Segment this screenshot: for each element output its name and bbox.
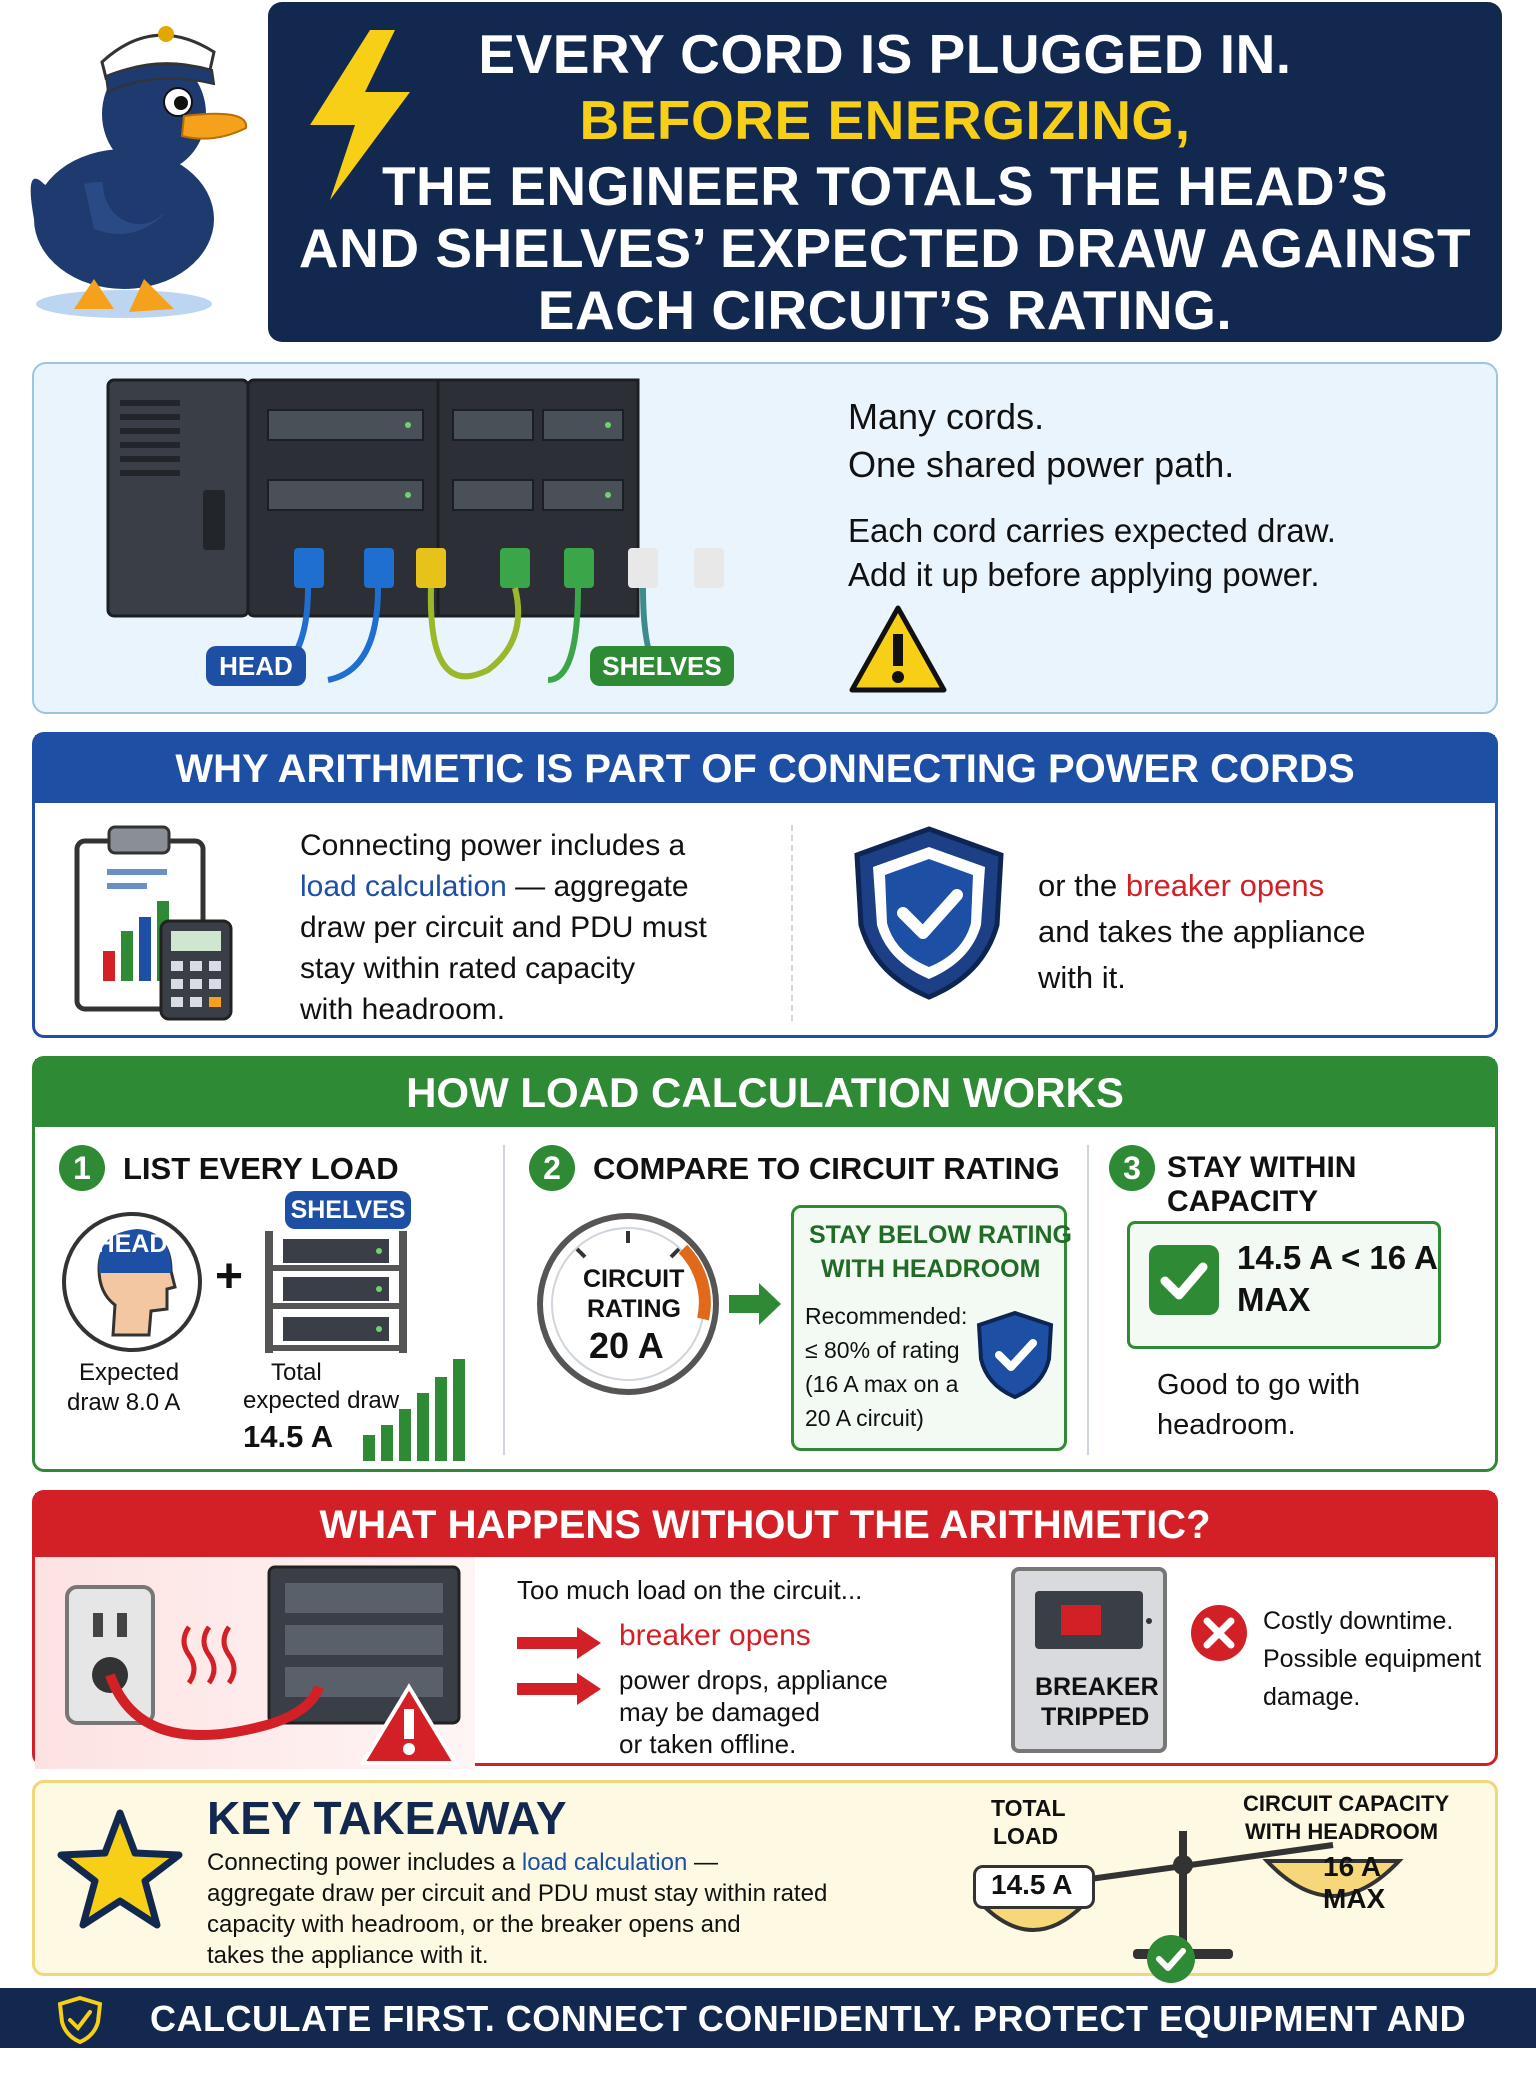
step-1-title: LIST EVERY LOAD: [123, 1151, 399, 1186]
cost-line-1: Costly downtime.: [1263, 1607, 1454, 1635]
without-intro: Too much load on the circuit...: [517, 1575, 863, 1605]
step-3-number: 3: [1109, 1145, 1155, 1191]
without-section-title: WHAT HAPPENS WITHOUT THE ARITHMETIC?: [35, 1493, 1495, 1557]
how-section: [32, 1056, 1498, 1472]
breaker-label-1: BREAKER: [1035, 1673, 1159, 1701]
headroom-title-2: WITH HEADROOM: [821, 1255, 1041, 1283]
small-shield-check-icon: [975, 1309, 1055, 1401]
why-left-text: [300, 825, 707, 1030]
breaker-label-2: TRIPPED: [1041, 1703, 1150, 1731]
arrow-power-drops-3: or taken offline.: [619, 1729, 797, 1759]
warning-triangle-icon: [848, 604, 948, 694]
cost-line-2: Possible equipment: [1263, 1645, 1482, 1673]
why-left-line-4: stay within rated capacity: [300, 952, 636, 985]
total-load-label-1: TOTAL: [991, 1795, 1066, 1821]
overloaded-outlet-illustration: [59, 1567, 479, 1763]
step-3-title: STAY WITHIN CAPACITY: [1167, 1151, 1357, 1218]
why-left-line-1: Connecting power includes a: [300, 829, 686, 862]
good-to-go-2: headroom.: [1157, 1409, 1296, 1441]
footer-bar: [0, 1988, 1536, 2081]
cords-text-line-3: Each cord carries expected draw.: [848, 512, 1336, 549]
total-value: 14.5 A: [243, 1419, 334, 1454]
why-section: [32, 732, 1498, 1038]
capacity-value-2: MAX: [1323, 1883, 1386, 1914]
how-divider-1: [503, 1145, 505, 1455]
why-right-text: [1038, 863, 1365, 1001]
how-divider-2: [1087, 1145, 1089, 1455]
why-right-line-2: and takes the appliance: [1038, 914, 1366, 949]
bar-growth-icon: [363, 1355, 473, 1465]
header-line-5: EACH CIRCUIT’S RATING.: [537, 279, 1233, 341]
key-body: [207, 1847, 827, 1971]
footer-shield-icon: [58, 1996, 102, 2044]
header-line-1: EVERY CORD IS PLUGGED IN.: [478, 23, 1292, 85]
why-right-pre: or the: [1038, 868, 1126, 903]
why-left-line-2-post: — aggregate: [506, 870, 689, 903]
without-section: [32, 1490, 1498, 1766]
total-load-value: 14.5 A: [991, 1869, 1073, 1900]
shelves-rack-icon: [261, 1209, 411, 1359]
green-check-icon: [1147, 1243, 1221, 1317]
star-icon: [57, 1809, 183, 1929]
key-line-1-post: —: [687, 1849, 718, 1876]
how-section-title: HOW LOAD CALCULATION WORKS: [35, 1059, 1495, 1127]
shield-check-icon: [851, 825, 1007, 1001]
key-takeaway-section: [32, 1780, 1498, 1976]
why-divider: [791, 825, 793, 1021]
gauge-label-2: RATING: [587, 1295, 681, 1323]
headroom-title-1: STAY BELOW RATING: [809, 1221, 1072, 1249]
balance-check-icon: [1145, 1933, 1197, 1985]
total-caption-1: Total: [271, 1359, 322, 1386]
clipboard-calculator-icon: [73, 821, 233, 1021]
cords-panel: [32, 362, 1498, 714]
total-caption-2: expected draw: [243, 1387, 400, 1414]
duck-mascot-icon: [14, 4, 254, 324]
capacity-label-1: CIRCUIT CAPACITY: [1243, 1791, 1450, 1816]
capacity-line-1: 14.5 A < 16 A: [1237, 1239, 1438, 1276]
red-x-icon: [1189, 1603, 1249, 1663]
why-left-line-3: draw per circuit and PDU must: [300, 911, 707, 944]
why-left-line-5: with headroom.: [300, 993, 506, 1026]
arrow-power-drops-1: power drops, appliance: [619, 1665, 888, 1695]
key-line-1: [207, 1847, 827, 1878]
key-line-4: takes the appliance with it.: [207, 1942, 489, 1969]
cost-line-3: damage.: [1263, 1683, 1361, 1711]
footer-text: CALCULATE FIRST. CONNECT CONFIDENTLY. PROTECT EQUIPMENT AND UPTIME.: [150, 1998, 1467, 2081]
rec-line-3: (16 A max on a: [805, 1371, 959, 1397]
head-caption-1: Expected: [79, 1359, 180, 1386]
capacity-label-2: WITH HEADROOM: [1245, 1819, 1439, 1844]
key-line-3: capacity with headroom, or the breaker opens and: [207, 1911, 741, 1938]
step-2-title: COMPARE TO CIRCUIT RATING: [593, 1151, 1060, 1186]
arrow-breaker-opens: breaker opens: [619, 1619, 811, 1652]
head-caption-2: draw 8.0 A: [67, 1389, 181, 1416]
why-left-line-2: [300, 866, 707, 907]
plus-sign: +: [215, 1250, 244, 1303]
gauge-label-1: CIRCUIT: [583, 1265, 685, 1293]
header-banner: [268, 2, 1502, 342]
step-1-shelves-label: SHELVES: [285, 1191, 411, 1229]
head-tag: HEAD: [206, 646, 306, 686]
total-load-label-2: LOAD: [993, 1823, 1059, 1849]
rec-line-2: ≤ 80% of rating: [805, 1337, 960, 1363]
cords-text-line-4: Add it up before applying power.: [848, 556, 1320, 593]
key-line-1-pre: Connecting power includes a: [207, 1849, 522, 1876]
gauge-value: 20 A: [589, 1325, 664, 1366]
header-line-4: AND SHELVES’ EXPECTED DRAW AGAINST: [298, 217, 1472, 279]
capacity-value-1: 16 A: [1323, 1851, 1382, 1882]
green-arrow-icon: [725, 1279, 785, 1329]
breaker-opens-text: breaker opens: [1125, 868, 1325, 903]
red-arrow-icon-2: [513, 1669, 603, 1709]
header-line-2: BEFORE ENERGIZING,: [579, 89, 1191, 151]
key-line-2: aggregate draw per circuit and PDU must stay within rated: [207, 1880, 828, 1907]
why-section-title: WHY ARITHMETIC IS PART OF CONNECTING POWER CORDS: [35, 735, 1495, 803]
rec-line-4: 20 A circuit): [805, 1405, 924, 1431]
capacity-line-2: MAX: [1237, 1281, 1311, 1318]
why-right-line-3: with it.: [1038, 960, 1126, 995]
key-load-calculation-link: load calculation: [521, 1849, 688, 1876]
header-line-3: THE ENGINEER TOTALS THE HEAD’S: [381, 155, 1389, 217]
cords-text-line-1: Many cords.: [848, 396, 1045, 437]
shelves-tag: SHELVES: [590, 646, 734, 686]
why-right-line-1: [1038, 863, 1365, 909]
cords-text-line-2: One shared power path.: [848, 444, 1235, 485]
step-1-head-label: HEAD: [96, 1230, 168, 1258]
red-arrow-icon-1: [513, 1623, 603, 1663]
step-2-number: 2: [529, 1145, 575, 1191]
good-to-go-1: Good to go with: [1157, 1369, 1361, 1401]
arrow-power-drops-2: may be damaged: [619, 1697, 820, 1727]
key-title: KEY TAKEAWAY: [207, 1792, 567, 1844]
load-calculation-link: load calculation: [300, 870, 507, 903]
rec-line-1: Recommended:: [805, 1303, 968, 1329]
step-1-number: 1: [59, 1145, 105, 1191]
